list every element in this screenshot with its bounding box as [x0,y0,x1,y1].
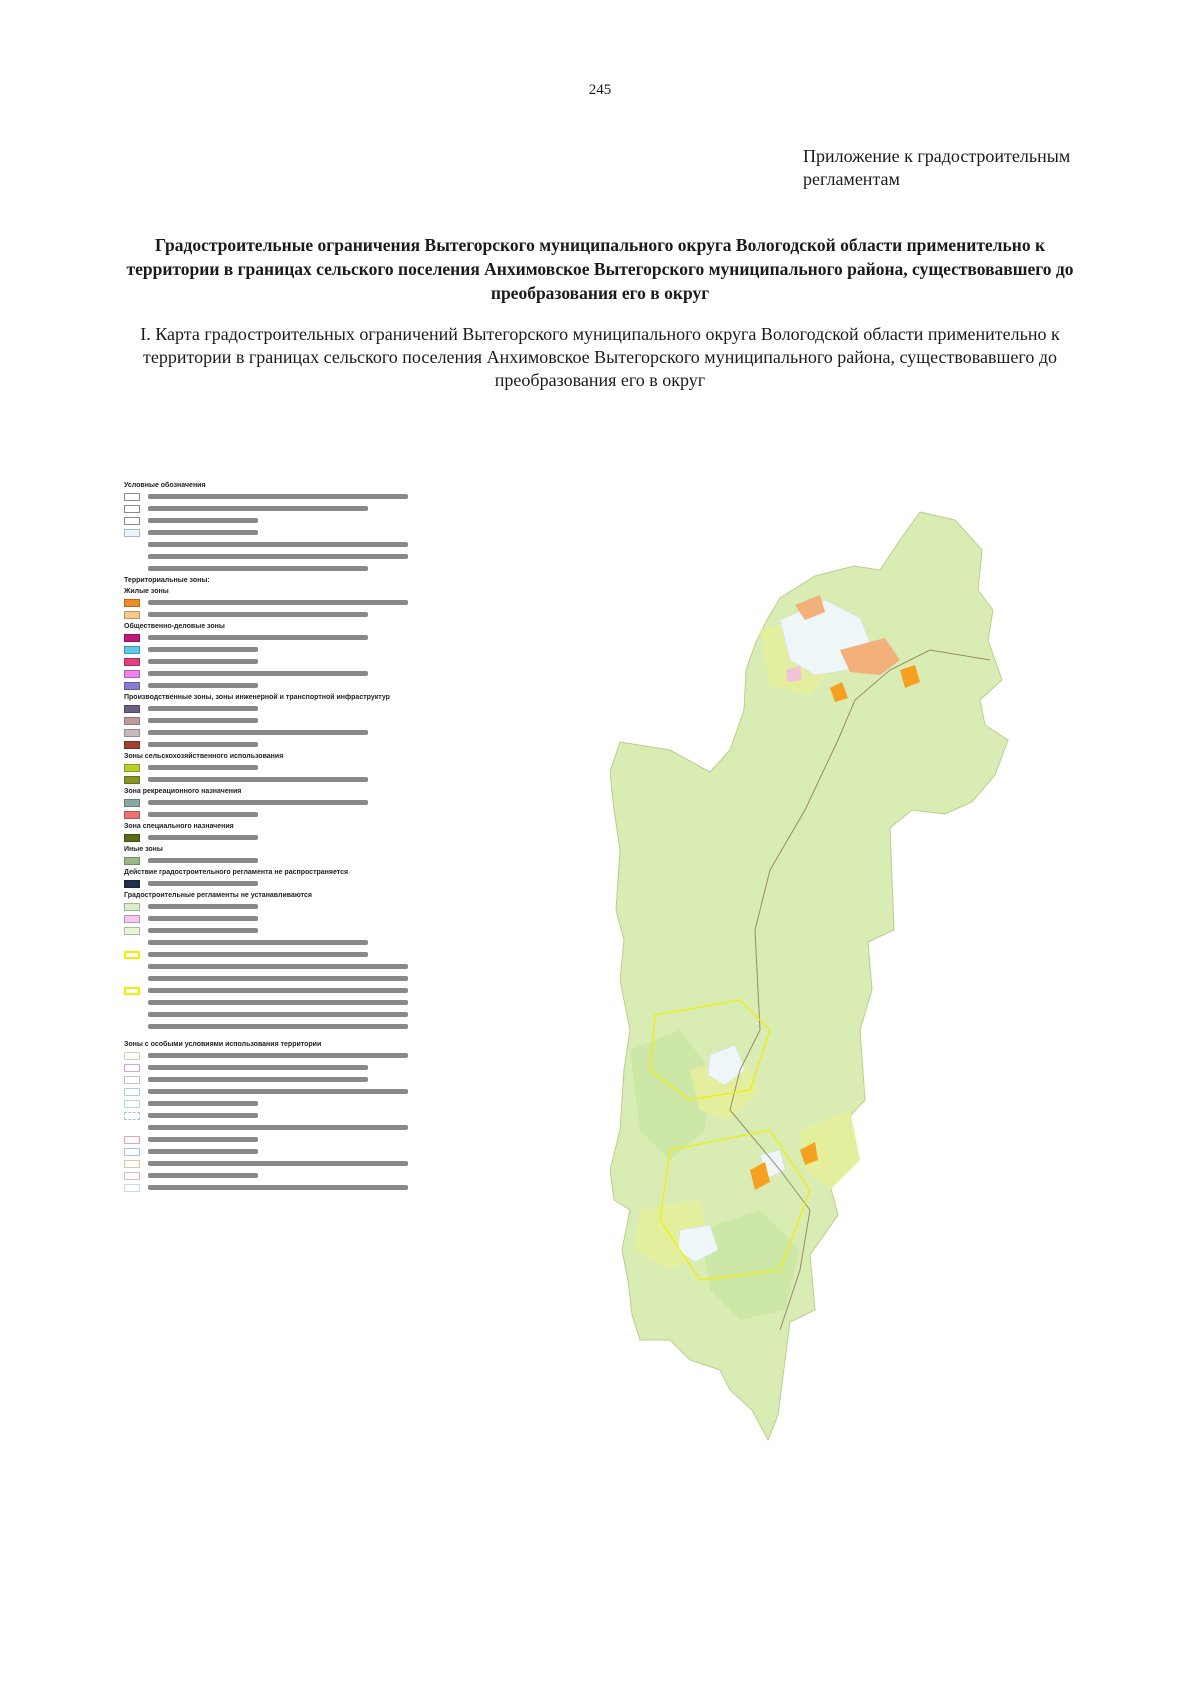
zone-swatch [124,741,140,749]
legend-text-line [148,812,258,817]
legend-text-line [148,742,258,747]
legend-text-line [148,600,408,605]
legend-row [124,1147,484,1156]
protected-area-symbol [124,987,140,995]
legend-row [124,633,484,642]
legend-row [124,516,484,525]
legend-text-line [148,904,258,909]
settlement-map [610,510,1090,1510]
legend-heading: Зоны с особыми условиями использования территории [124,1041,322,1048]
legend-heading: Зоны сельскохозяйственного использования [124,753,284,760]
zone-swatch [124,658,140,666]
legend-row [124,1135,484,1144]
protected-area-symbol [124,951,140,959]
zone-outline-symbol [124,1076,140,1084]
legend-text-line [148,706,258,711]
zone-outline-symbol [124,1100,140,1108]
legend-text-line [148,1149,258,1154]
zone-outline-symbol [124,1160,140,1168]
legend-text-line [148,612,368,617]
legend-row [124,657,484,666]
zone-swatch [124,611,140,619]
legend-text-line [148,1185,408,1190]
legend-row [124,775,484,784]
legend-row [124,716,484,725]
legend-text-line [148,800,368,805]
legend-row [124,962,484,971]
legend-text-line [148,518,258,523]
legend-text-line [148,730,368,735]
zone-swatch [124,729,140,737]
legend-row [124,1159,484,1168]
legend-row [124,1075,484,1084]
appendix-line: регламентам [803,169,900,189]
zone-outline-symbol [124,1184,140,1192]
legend-text-line [148,566,368,571]
legend-text-line [148,835,258,840]
legend-row [124,645,484,654]
legend-row [124,1123,484,1132]
legend-row [124,728,484,737]
legend-row [124,504,484,513]
zone-swatch [124,634,140,642]
zone-outline-symbol [124,1064,140,1072]
legend-text-line [148,1101,258,1106]
legend-row [124,926,484,935]
legend-text-line [148,858,258,863]
legend-row [124,610,484,619]
legend-row [124,914,484,923]
legend-text-line [148,1125,408,1130]
appendix-note [803,145,1123,191]
map-svg [610,510,1090,1510]
legend-text-line [148,1137,258,1142]
zone-swatch [124,646,140,654]
legend-text-line [148,554,408,559]
legend-text-line [148,494,408,499]
zone-swatch [124,705,140,713]
legend-text-line [148,1161,408,1166]
legend-text-line [148,928,258,933]
legend-text-line [148,765,258,770]
title-line: территории в границах сельского поселения Анхимовское Вытегорского муниципального района, существовавшего до [126,259,1074,279]
appendix-line: Приложение к градостроительным [803,146,1071,166]
zone-swatch [124,717,140,725]
map-legend [124,478,484,1195]
legend-row [124,856,484,865]
legend-row [124,1051,484,1060]
legend-row [124,528,484,537]
legend-text-line [148,1113,258,1118]
legend-text-line [148,1053,408,1058]
legend-row [124,1010,484,1019]
subtitle-line: территории в границах сельского поселения Анхимовское Вытегорского муниципального района, существовавшего до [143,347,1057,367]
legend-row [124,681,484,690]
legend-heading: Градостроительные регламенты не устанавливаются [124,892,312,899]
zone-swatch [124,915,140,923]
legend-row [124,564,484,573]
legend-row [124,740,484,749]
legend-row [124,492,484,501]
legend-row [124,902,484,911]
legend-row [124,1099,484,1108]
legend-text-line [148,916,258,921]
legend-row [124,1087,484,1096]
legend-heading: Зона специального назначения [124,823,234,830]
legend-text-line [148,777,368,782]
zone-swatch [124,670,140,678]
legend-row [124,950,484,959]
legend-heading: Иные зоны [124,846,163,853]
legend-row [124,704,484,713]
zone-swatch [124,799,140,807]
zone-swatch [124,682,140,690]
legend-heading: Жилые зоны [124,588,169,595]
legend-text-line [148,671,368,676]
legend-title: Условные обозначения [124,482,206,489]
legend-text-line [148,530,258,535]
zone-outline-symbol [124,1088,140,1096]
legend-row [124,998,484,1007]
legend-text-line [148,1077,368,1082]
title-line: преобразования его в округ [490,283,710,303]
legend-text-line [148,1065,368,1070]
zone-outline-symbol [124,1052,140,1060]
title-line: Градостроительные ограничения Вытегорского муниципального округа Вологодской области применительно к [154,235,1046,255]
legend-row [124,833,484,842]
legend-row [124,763,484,772]
boundary-symbol [124,505,140,513]
legend-text-line [148,940,368,945]
zone-swatch [124,834,140,842]
legend-row [124,540,484,549]
zone-swatch [124,857,140,865]
legend-text-line [148,988,408,993]
legend-text-line [148,881,258,886]
legend-row [124,810,484,819]
legend-row [124,798,484,807]
legend-row [124,1063,484,1072]
legend-row [124,552,484,561]
zone-outline-symbol [124,1172,140,1180]
legend-text-line [148,542,408,547]
legend-row [124,879,484,888]
zone-swatch [124,927,140,935]
legend-row [124,986,484,995]
zone-outline-symbol [124,1148,140,1156]
legend-heading: Общественно-деловые зоны [124,623,225,630]
water-symbol [124,529,140,537]
zone-swatch [124,776,140,784]
legend-text-line [148,1173,258,1178]
zone-swatch [124,764,140,772]
legend-heading: Территориальные зоны: [124,577,210,584]
legend-text-line [148,1000,408,1005]
legend-text-line [148,1089,408,1094]
legend-text-line [148,964,408,969]
legend-text-line [148,976,408,981]
legend-text-line [148,647,258,652]
legend-row [124,1171,484,1180]
map-section-title [60,323,1140,392]
zone-outline-symbol [124,1136,140,1144]
boundary-symbol [124,517,140,525]
legend-text-line [148,506,368,511]
legend-row [124,1111,484,1120]
legend-text-line [148,952,368,957]
legend-text-line [148,635,368,640]
legend-heading: Производственные зоны, зоны инженерной и транспортной инфраструктур [124,694,390,701]
legend-text-line [148,683,258,688]
zone-swatch [124,903,140,911]
legend-row [124,669,484,678]
legend-heading: Действие градостроительного регламента не распространяется [124,869,349,876]
subtitle-line: преобразования его в округ [494,370,706,390]
legend-text-line [148,718,258,723]
page-number: 245 [588,82,612,98]
legend-text-line [148,1012,408,1017]
subtitle-line: I. Карта градостроительных ограничений Вытегорского муниципального округа Вологодской области применительно к [140,324,1060,344]
legend-row [124,974,484,983]
zone-swatch [124,599,140,607]
boundary-symbol [124,493,140,501]
zone-outline-symbol [124,1112,140,1120]
legend-text-line [148,659,258,664]
legend-row [124,1022,484,1031]
road-swatch [124,880,140,888]
legend-row [124,938,484,947]
legend-row [124,1183,484,1192]
legend-row [124,598,484,607]
document-title [60,233,1140,305]
legend-heading: Зона рекреационного назначения [124,788,242,795]
zone-swatch [124,811,140,819]
legend-text-line [148,1024,408,1029]
